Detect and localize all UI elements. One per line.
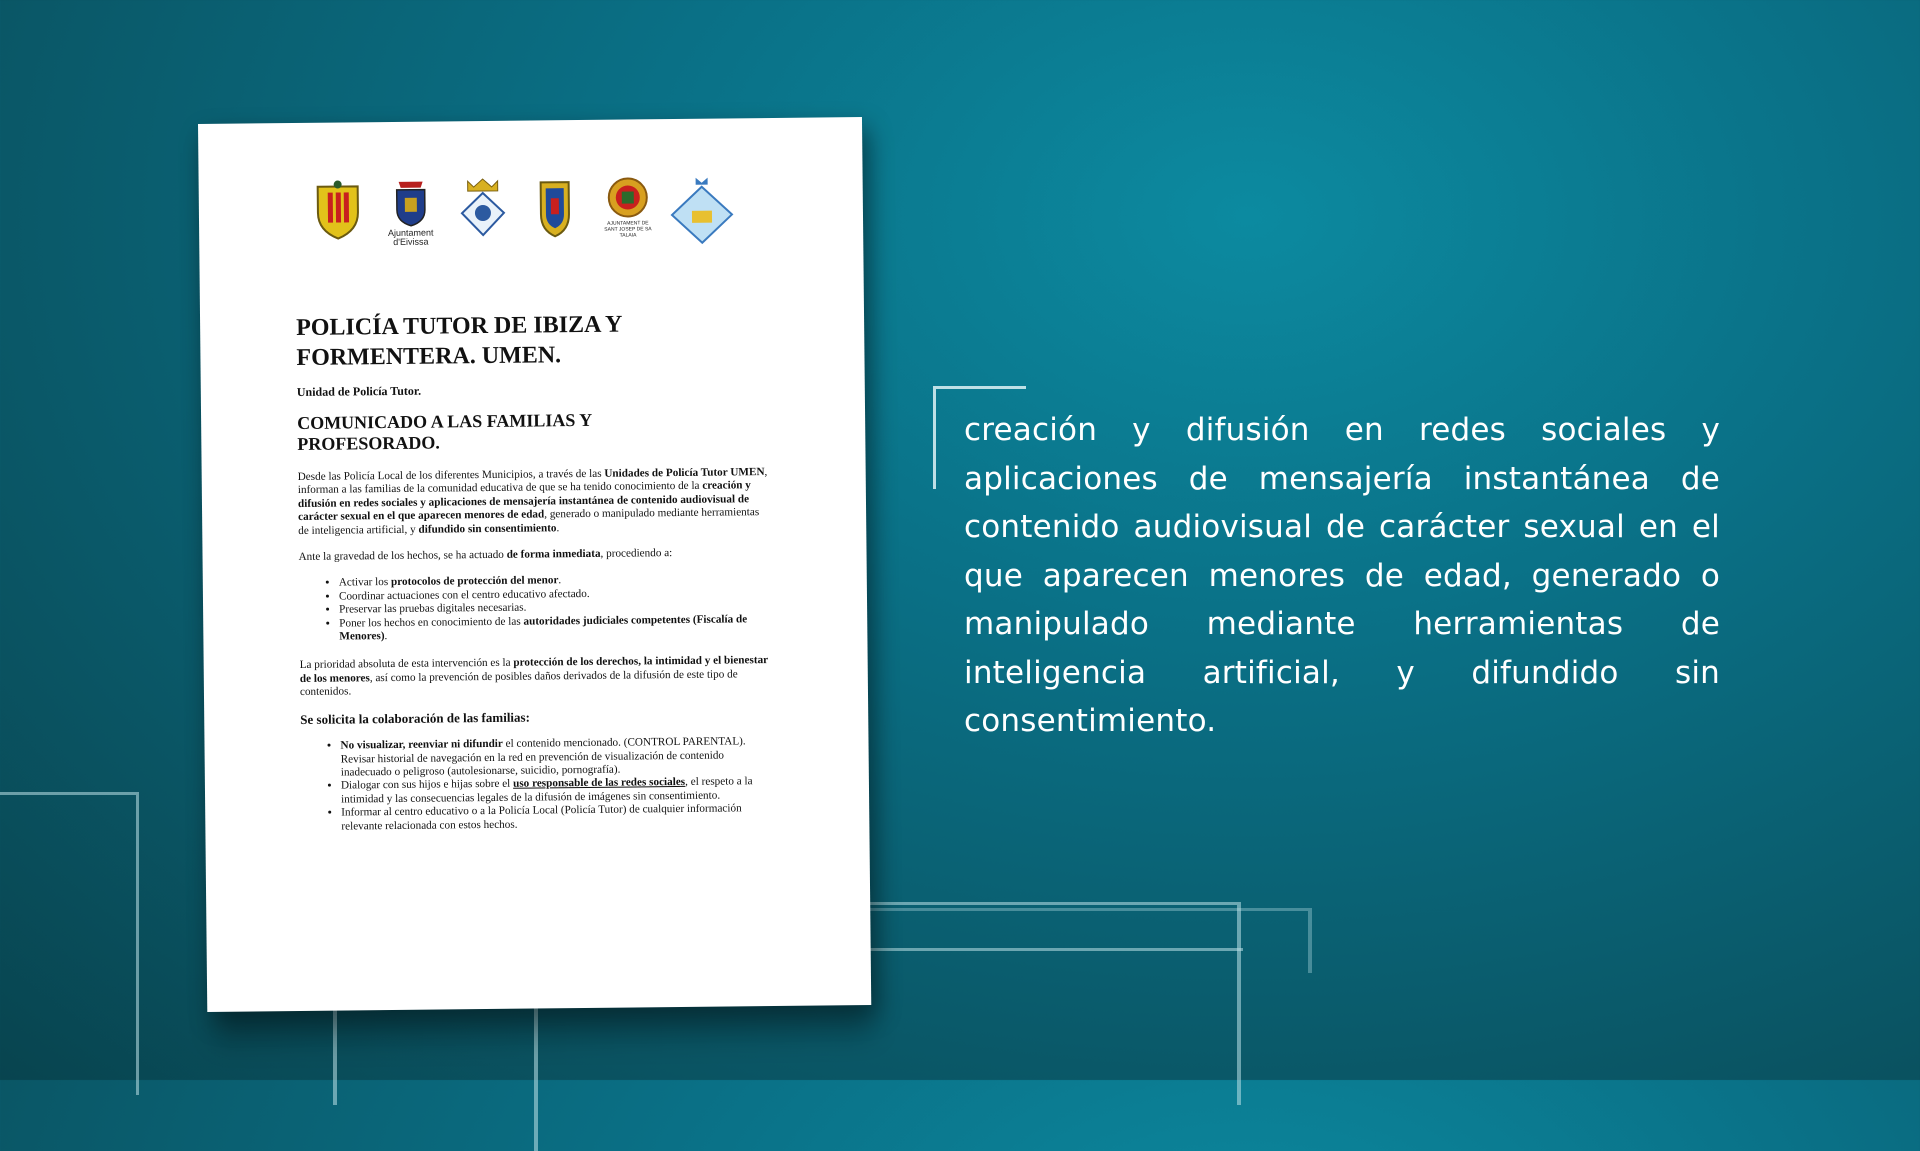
logo-ajuntament-eivissa [383,177,438,247]
logo-shield-crest [311,178,366,241]
family-requests-list [300,735,771,834]
list-item: • Informar al centro educativo o a la Policía Local (Policía Tutor) de cualquier información relevante relacionada con estos hechos. [341,802,771,833]
action-paragraph: Ante la gravedad de los hechos, se ha actuado de forma inmediata, procediendo a: [298,547,673,564]
logo-crest [528,176,583,239]
document-subtitle: COMUNICADO A LAS FAMILIAS Y PROFESORADO. [297,409,592,454]
document-body [298,466,772,849]
crowned-shield-icon [456,177,511,240]
priority-paragraph: La prioridad absoluta de esta intervención es la protección de los derechos, la intimidad y el bienestar de los menores, así como la prevención de posibles daños derivados de la difusión de este tipo de contenidos. [299,654,768,699]
quote-text: creación y difusión en redes sociales y aplicaciones de mensajería instantánea de contenido audiovisual de carácter sexual en el que aparecen menores de edad, generado o manipulado mediante herramientas de inteligencia artificial, y difundido sin consentimiento. [964,412,1720,739]
logo-crowned-shield [455,177,510,240]
document-title: POLICÍA TUTOR DE IBIZA Y FORMENTERA. UMEN. [296,311,622,371]
action-steps-list [299,572,770,644]
shield-crest-icon [312,178,365,241]
list-item: • No visualizar, reenviar ni difundir el contenido mencionado. (CONTROL PARENTAL). Revisar historial de navegación en la red en prevención de visualización de contenido inadecuado o peligroso (autolesionarse, suicidio, pornografía). [340,735,770,780]
diamond-crest-icon [668,174,737,245]
ajuntament-eivissa-crest-icon [388,178,433,228]
sant-josep-caption: AJUNTAMENT DE SANT JOSEP DE SA TALAIA [604,220,652,239]
logo-diamond-crest [673,174,732,245]
municipal-logos-row [311,174,732,258]
intro-paragraph: Desde las Policía Local de los diferentes Municipios, a través de las Unidades de Policía Tutor UMEN, informan a las familias de la comunidad educativa de que se ha tenido conocimiento de la creación y difusión en redes sociales y aplicaciones de mensajería instantánea de contenido audiovisual de carácter sexual en el que aparecen menores de edad, generado o manipulado mediante herramientas de inteligencia artificial, y difundido sin consentimiento. [297,466,768,537]
police-communique-document [198,117,871,1012]
list-item: • Coordinar actuaciones con el centro educativo afectado. [339,586,769,604]
list-item: • Poner los hechos en conocimiento de las autoridades judiciales competentes (Fiscalía de Menores). [339,613,769,644]
list-item: • Preservar las pruebas digitales necesarias. [339,599,769,617]
sant-josep-crest-icon [602,175,652,220]
document-unit: Unidad de Policía Tutor. [296,383,422,399]
ajuntament-eivissa-caption: Ajuntament d'Eivissa [387,227,434,247]
decorative-frame-line-left [0,792,139,1095]
crest-icon [531,176,580,238]
list-item: • Dialogar con sus hijos e hijas sobre el uso responsable de las redes sociales, el respeto a la intimidad y las consecuencias legales de la difusión de imágenes sin consentimiento. [341,775,771,806]
list-item: • Activar los protocolos de protección del menor. [339,572,769,590]
logo-sant-josep [600,175,655,239]
request-heading: Se solicita la colaboración de las familias: [300,709,530,727]
